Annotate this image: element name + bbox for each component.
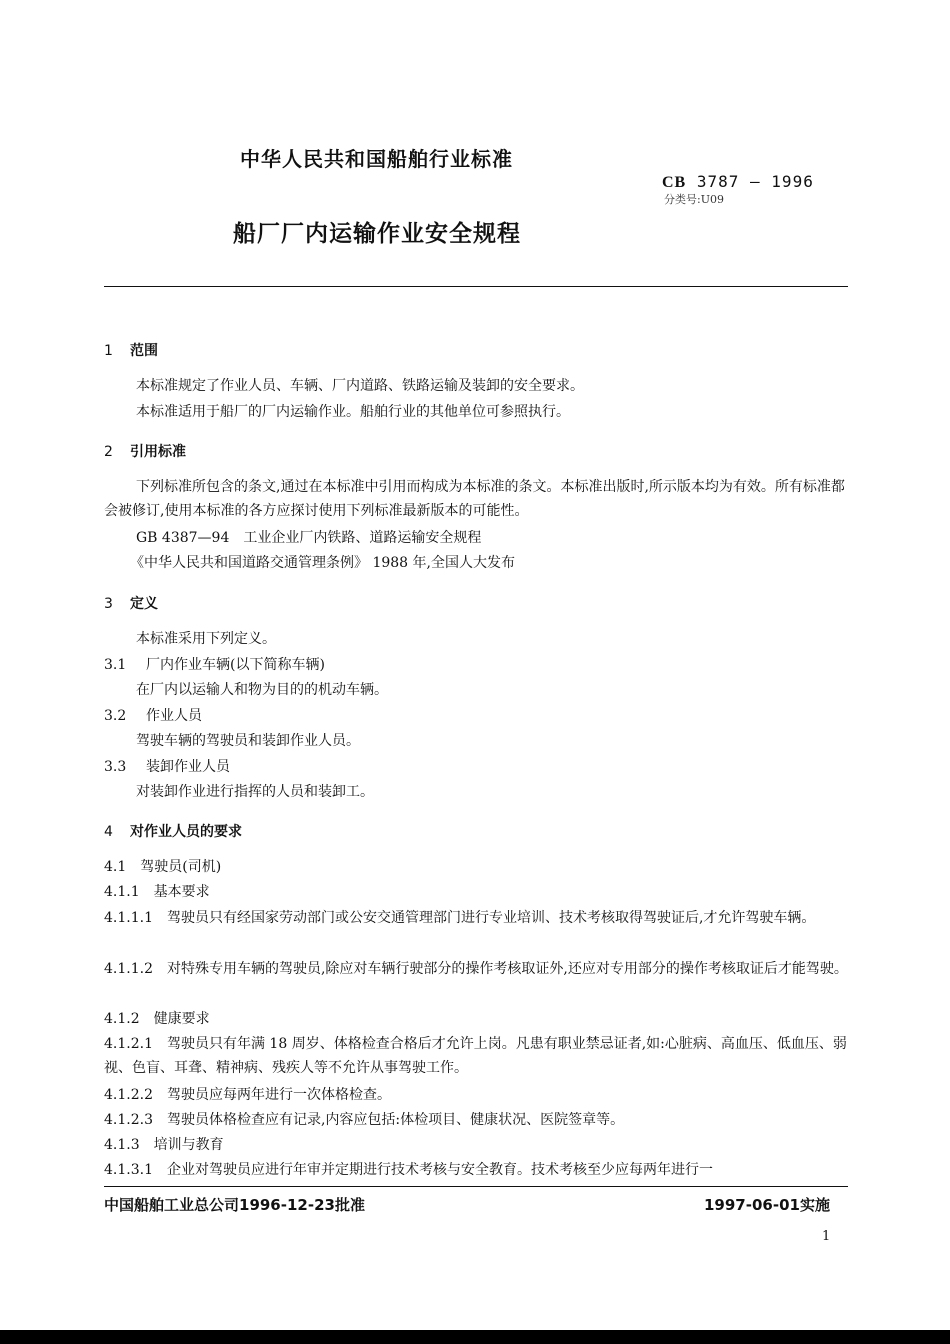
standard-number-value: 3787 — 1996 — [686, 172, 814, 191]
scan-border — [0, 1330, 950, 1344]
clause-title: 装卸作业人员 — [146, 759, 230, 775]
header-divider — [104, 286, 848, 287]
section-number: 3 — [104, 596, 113, 612]
clause-4-1-1-1: 4.1.1.1 驾驶员只有经国家劳动部门或公安交通管理部门进行专业培训、技术考核取得驾驶证后,才允许驾驶车辆。 — [104, 910, 816, 926]
clause-title: 厂内作业车辆(以下简称车辆) — [146, 657, 325, 673]
standard-number — [662, 172, 814, 192]
reference-1: GB 4387—94 工业企业厂内铁路、道路运输安全规程 — [136, 530, 482, 546]
clause-number: 3.2 — [104, 708, 127, 724]
section-1-para-1: 本标准规定了作业人员、车辆、厂内道路、铁路运输及装卸的安全要求。 — [136, 378, 584, 394]
approval-line: 中国船舶工业总公司1996-12-23批准 — [104, 1196, 365, 1214]
definition-3-2-text: 驾驶车辆的驾驶员和装卸作业人员。 — [136, 733, 360, 749]
clause-4-1-2-3: 4.1.2.3 驾驶员体格检查应有记录,内容应包括:体检项目、健康状况、医院签章等。 — [104, 1112, 625, 1128]
section-number: 2 — [104, 444, 113, 460]
definition-3-2-heading — [104, 704, 202, 728]
section-2-heading — [104, 441, 186, 461]
section-3-para-1: 本标准采用下列定义。 — [136, 631, 276, 647]
definition-3-3-text: 对装卸作业进行指挥的人员和装卸工。 — [136, 784, 374, 800]
section-title: 对作业人员的要求 — [130, 824, 242, 840]
definition-3-1-heading — [104, 653, 325, 677]
classification-number: 分类号:U09 — [664, 193, 724, 206]
clause-4-1-2-1: 4.1.2.1 驾驶员只有年满 18 周岁、体格检查合格后才允许上岗。凡患有职业禁忌证者,如:心脏病、高血压、低血压、弱视、色盲、耳聋、精神病、残疾人等不允许从事驾驶工作。 — [104, 1036, 847, 1076]
clause-4-1-3-1: 4.1.3.1 企业对驾驶员应进行年审并定期进行技术考核与安全教育。技术考核至少应每两年进行一 — [104, 1162, 713, 1178]
section-4-heading — [104, 821, 242, 841]
section-3-heading — [104, 593, 158, 613]
section-title: 引用标准 — [130, 444, 186, 460]
definition-3-3-heading — [104, 755, 230, 779]
clause-4-1-1-2: 4.1.1.2 对特殊专用车辆的驾驶员,除应对车辆行驶部分的操作考核取证外,还应对专用部分的操作考核取证后才能驾驶。 — [104, 961, 848, 977]
effective-date-line: 1997-06-01实施 — [704, 1196, 830, 1214]
section-2-para-1: 下列标准所包含的条文,通过在本标准中引用而构成为本标准的条文。本标准出版时,所示版本均为有效。所有标准都会被修订,使用本标准的各方应探讨使用下列标准最新版本的可能性。 — [104, 479, 845, 519]
standard-prefix: CB — [662, 174, 687, 191]
clause-4-1: 4.1 驾驶员(司机) — [104, 859, 222, 875]
clause-4-1-2: 4.1.2 健康要求 — [104, 1011, 210, 1027]
document-title: 船厂厂内运输作业安全规程 — [233, 221, 521, 247]
reference-2: 《中华人民共和国道路交通管理条例》 1988 年,全国人大发布 — [130, 555, 515, 571]
definition-3-1-text: 在厂内以运输人和物为目的的机动车辆。 — [136, 682, 388, 698]
section-title: 定义 — [130, 596, 158, 612]
page-number: 1 — [822, 1229, 831, 1244]
clause-4-1-1: 4.1.1 基本要求 — [104, 884, 210, 900]
main-title: 中华人民共和国船舶行业标准 — [240, 147, 513, 171]
section-1-para-2: 本标准适用于船厂的厂内运输作业。船舶行业的其他单位可参照执行。 — [136, 404, 570, 420]
clause-number: 3.1 — [104, 657, 127, 673]
section-number: 4 — [104, 824, 113, 840]
clause-title: 作业人员 — [146, 708, 202, 724]
section-1-heading — [104, 340, 158, 360]
clause-4-1-2-2: 4.1.2.2 驾驶员应每两年进行一次体格检查。 — [104, 1087, 391, 1103]
section-title: 范围 — [130, 343, 158, 359]
footer-divider — [104, 1186, 848, 1187]
clause-4-1-3: 4.1.3 培训与教育 — [104, 1137, 224, 1153]
section-number: 1 — [104, 343, 113, 359]
clause-number: 3.3 — [104, 759, 127, 775]
